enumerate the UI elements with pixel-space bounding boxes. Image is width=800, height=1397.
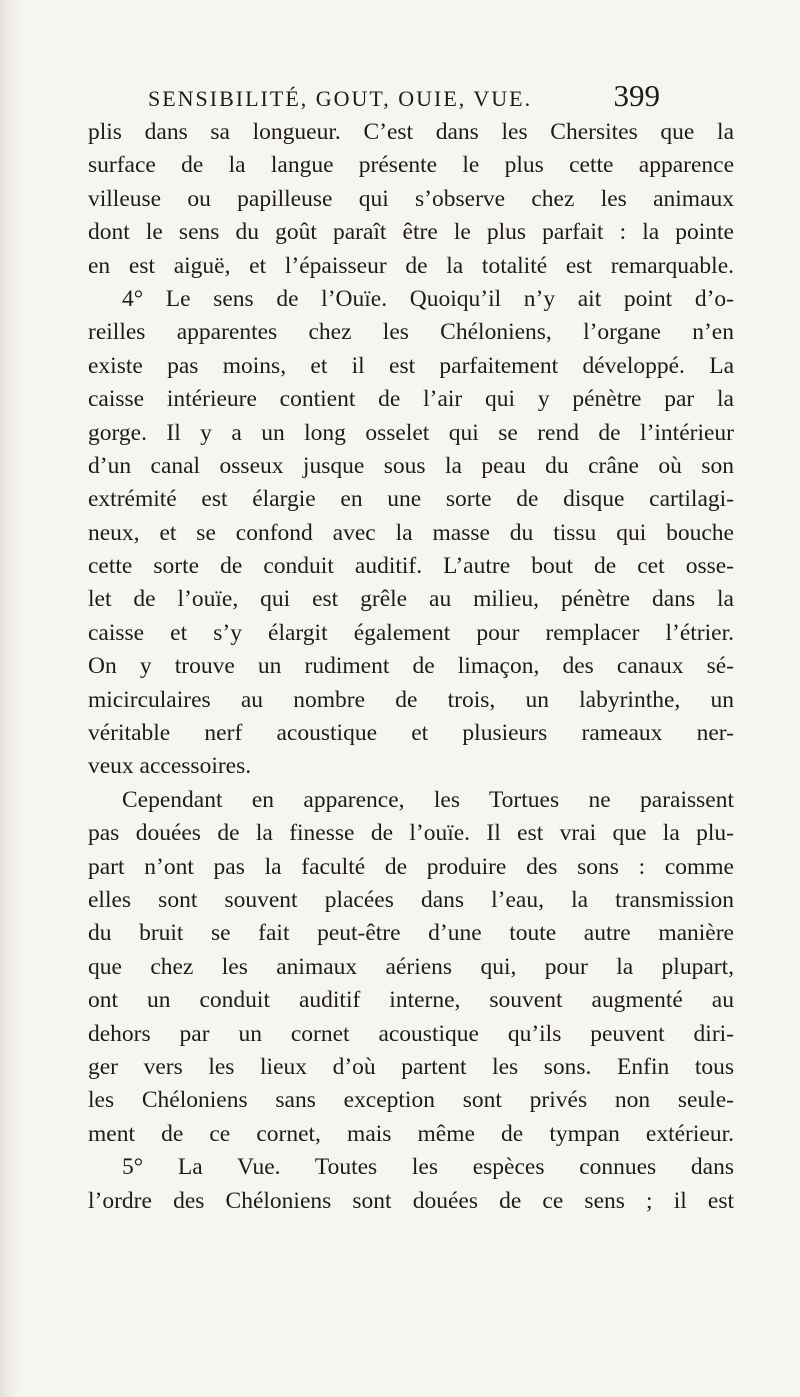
text-line: véritable nerf acoustique et plusieurs rameaux ner- bbox=[88, 720, 734, 747]
text-line: reilles apparentes chez les Chéloniens, l’organe n’en bbox=[88, 319, 734, 346]
text-line: Cependant en apparence, les Tortues ne paraissent bbox=[122, 786, 734, 813]
text-line: gorge. Il y a un long osselet qui se rend de l’intérieur bbox=[88, 419, 734, 446]
text-line: villeuse ou papilleuse qui s’observe chez les animaux bbox=[88, 185, 734, 212]
text-line: en est aiguë, et l’épaisseur de la totalité est remarquable. bbox=[88, 252, 734, 279]
text-line: existe pas moins, et il est parfaitement développé. La bbox=[88, 352, 734, 379]
text-line: elles sont souvent placées dans l’eau, la transmission bbox=[88, 886, 734, 913]
page-header bbox=[140, 78, 660, 118]
text-line: pas douées de la finesse de l’ouïe. Il est vrai que la plu- bbox=[88, 820, 734, 847]
text-line: part n’ont pas la faculté de produire des sons : comme bbox=[88, 853, 734, 880]
page-number: 399 bbox=[613, 78, 660, 113]
text-line: extrémité est élargie en une sorte de disque cartilagi- bbox=[88, 486, 734, 513]
text-line: dont le sens du goût paraît être le plus parfait : la pointe bbox=[88, 219, 734, 246]
page-edge-shadow bbox=[0, 0, 22, 1397]
text-line: let de l’ouïe, qui est grêle au milieu, pénètre dans la bbox=[88, 586, 734, 613]
text-line: neux, et se confond avec la masse du tissu qui bouche bbox=[88, 519, 734, 546]
text-line: ger vers les lieux d’où partent les sons. Enfin tous bbox=[88, 1053, 734, 1080]
text-line: plis dans sa longueur. C’est dans les Chersites que la bbox=[88, 119, 734, 145]
text-line: d’un canal osseux jusque sous la peau du crâne où son bbox=[88, 452, 734, 479]
text-line: veux accessoires. bbox=[88, 753, 252, 780]
text-line: du bruit se fait peut-être d’une toute autre manière bbox=[88, 920, 734, 947]
running-head: SENSIBILITÉ, GOUT, OUIE, VUE. bbox=[148, 86, 533, 111]
text-line: que chez les animaux aériens qui, pour la plupart, bbox=[88, 953, 734, 980]
text-line: caisse intérieure contient de l’air qui y pénètre par la bbox=[88, 386, 734, 413]
text-line: dehors par un cornet acoustique qu’ils peuvent diri- bbox=[88, 1020, 734, 1047]
text-line: cette sorte de conduit auditif. L’autre bout de cet osse- bbox=[88, 553, 734, 580]
text-line: 4° Le sens de l’Ouïe. Quoiqu’il n’y ait point d’o- bbox=[122, 285, 734, 312]
text-line: surface de la langue présente le plus cette apparence bbox=[88, 152, 734, 179]
text-line: ment de ce cornet, mais même de tympan extérieur. bbox=[88, 1120, 734, 1147]
body-text bbox=[88, 116, 734, 1218]
text-line: 5° La Vue. Toutes les espèces connues dans bbox=[122, 1154, 734, 1181]
text-line: les Chéloniens sans exception sont privés non seule- bbox=[88, 1087, 734, 1114]
text-line: l’ordre des Chéloniens sont douées de ce sens ; il est bbox=[88, 1187, 734, 1214]
text-line: micirculaires au nombre de trois, un labyrinthe, un bbox=[88, 686, 734, 713]
text-line: caisse et s’y élargit également pour remplacer l’étrier. bbox=[88, 619, 734, 646]
text-line: ont un conduit auditif interne, souvent augmenté au bbox=[88, 987, 734, 1014]
text-line: On y trouve un rudiment de limaçon, des canaux sé- bbox=[88, 653, 734, 680]
